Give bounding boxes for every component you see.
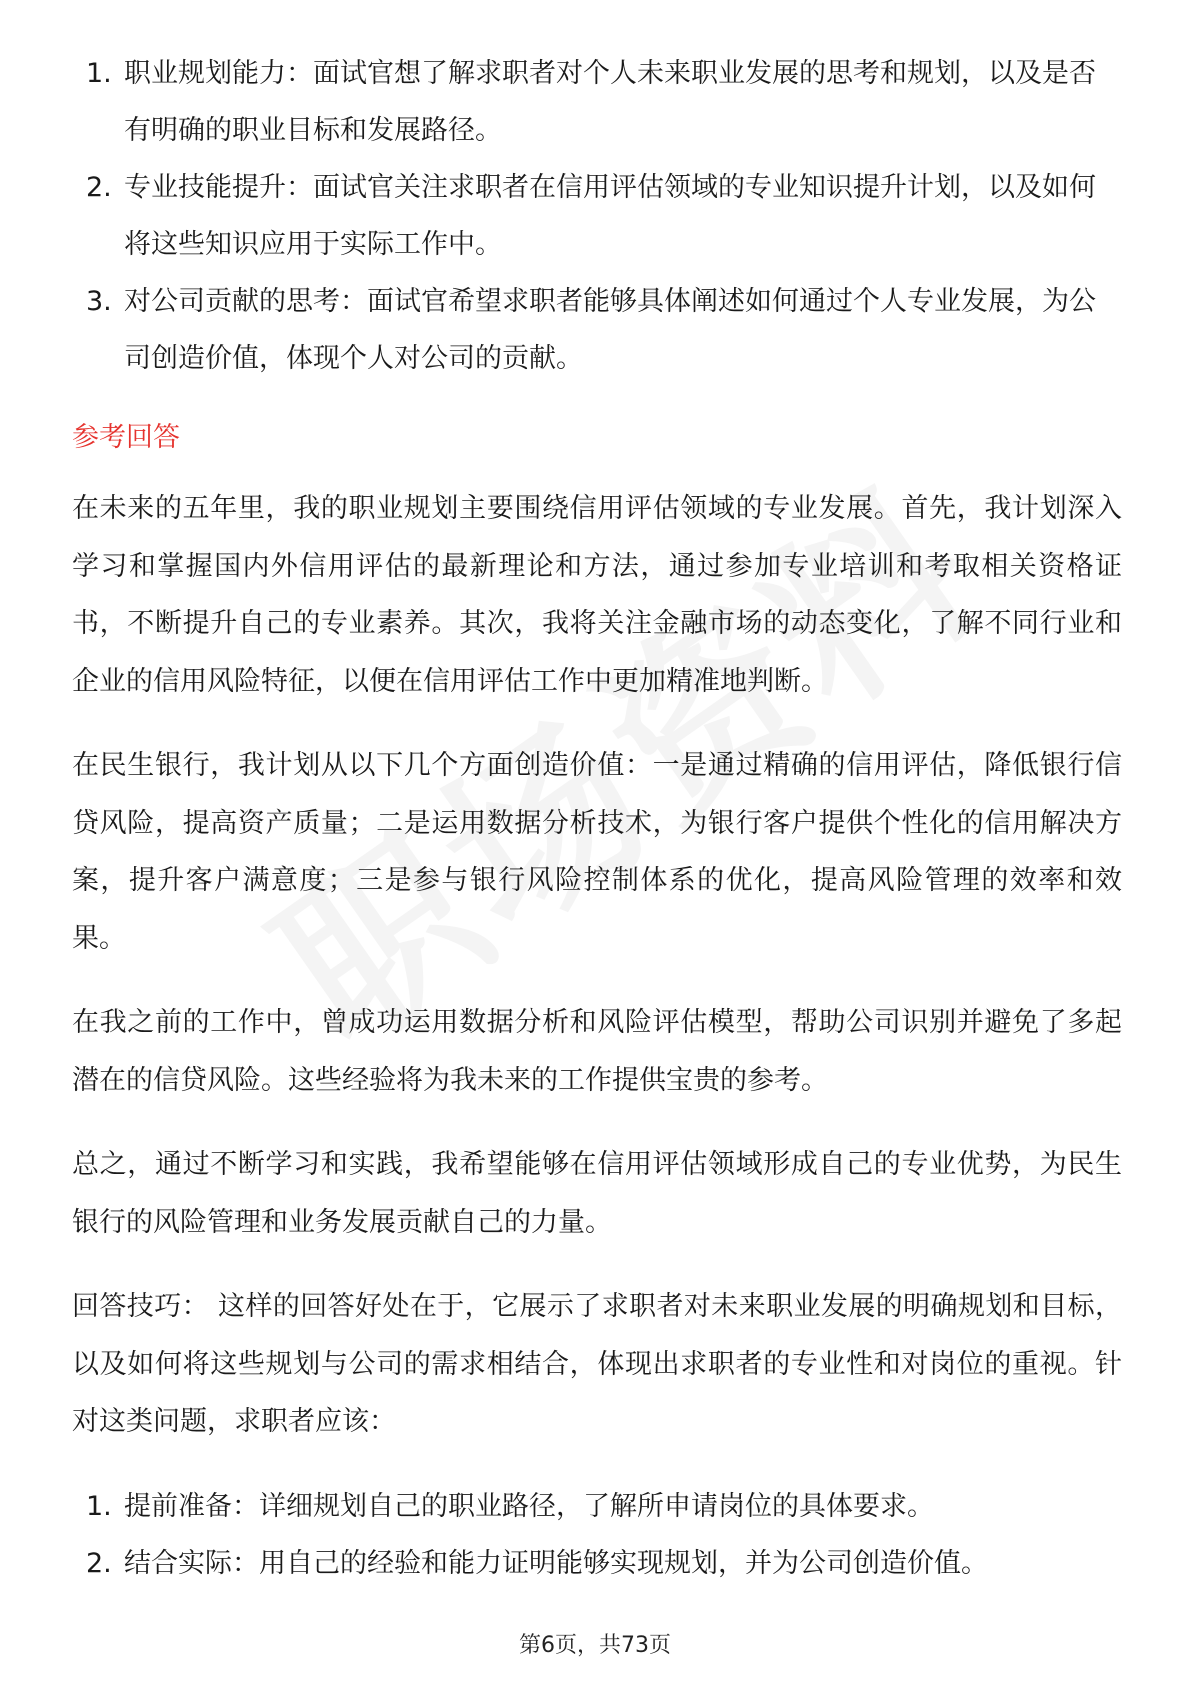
answer-paragraph: 在民生银行，我计划从以下几个方面创造价值：一是通过精确的信用评估，降低银行信贷风险，提高资产质量；二是运用数据分析技术，为银行客户提供个性化的信用解决方案，提升客户满意度；三是参与银行风险控制体系的优化，提高风险管理的效率和效果。 <box>72 750 1122 954</box>
list-number: 2. <box>86 172 112 203</box>
list-number: 1. <box>86 58 112 89</box>
page-number-footer: 第6页，共73页 <box>519 1633 671 1658</box>
list-item <box>72 45 1122 159</box>
list-number: 2. <box>86 1547 112 1579</box>
list-number: 1. <box>86 1490 112 1522</box>
answer-tips-paragraph: 回答技巧： 这样的回答好处在于，它展示了求职者对未来职业发展的明确规划和目标，以及如何将这些规划与公司的需求相结合，体现出求职者的专业性和对岗位的重视。针对这类问题，求职者应该： <box>72 1291 1122 1437</box>
list-text: 职业规划能力：面试官想了解求职者对个人未来职业发展的思考和规划，以及是否有明确的职业目标和发展路径。 <box>124 58 1096 146</box>
list-item <box>72 1478 1122 1535</box>
intent-list <box>72 45 1122 387</box>
list-item <box>72 273 1122 387</box>
tips-list <box>72 1478 1122 1592</box>
answer-paragraph: 在未来的五年里，我的职业规划主要围绕信用评估领域的专业发展。首先，我计划深入学习和掌握国内外信用评估的最新理论和方法，通过参加专业培训和考取相关资格证书，不断提升自己的专业素养。其次，我将关注金融市场的动态变化，了解不同行业和企业的信用风险特征，以便在信用评估工作中更加精准地判断。 <box>72 493 1122 697</box>
document-body <box>72 45 1122 1592</box>
answer-paragraph: 总之，通过不断学习和实践，我希望能够在信用评估领域形成自己的专业优势，为民生银行的风险管理和业务发展贡献自己的力量。 <box>72 1149 1122 1238</box>
list-text: 结合实际：用自己的经验和能力证明能够实现规划，并为公司创造价值。 <box>124 1547 988 1579</box>
list-item <box>72 1535 1122 1592</box>
list-text: 专业技能提升：面试官关注求职者在信用评估领域的专业知识提升计划，以及如何将这些知识应用于实际工作中。 <box>124 172 1096 260</box>
reference-answer-heading: 参考回答 <box>72 422 180 453</box>
list-text: 对公司贡献的思考：面试官希望求职者能够具体阐述如何通过个人专业发展，为公司创造价值，体现个人对公司的贡献。 <box>124 286 1096 374</box>
list-number: 3. <box>86 286 112 317</box>
list-item <box>72 159 1122 273</box>
answer-paragraph: 在我之前的工作中，曾成功运用数据分析和风险评估模型，帮助公司识别并避免了多起潜在的信贷风险。这些经验将为我未来的工作提供宝贵的参考。 <box>72 1007 1122 1096</box>
list-text: 提前准备：详细规划自己的职业路径，了解所申请岗位的具体要求。 <box>124 1490 934 1522</box>
